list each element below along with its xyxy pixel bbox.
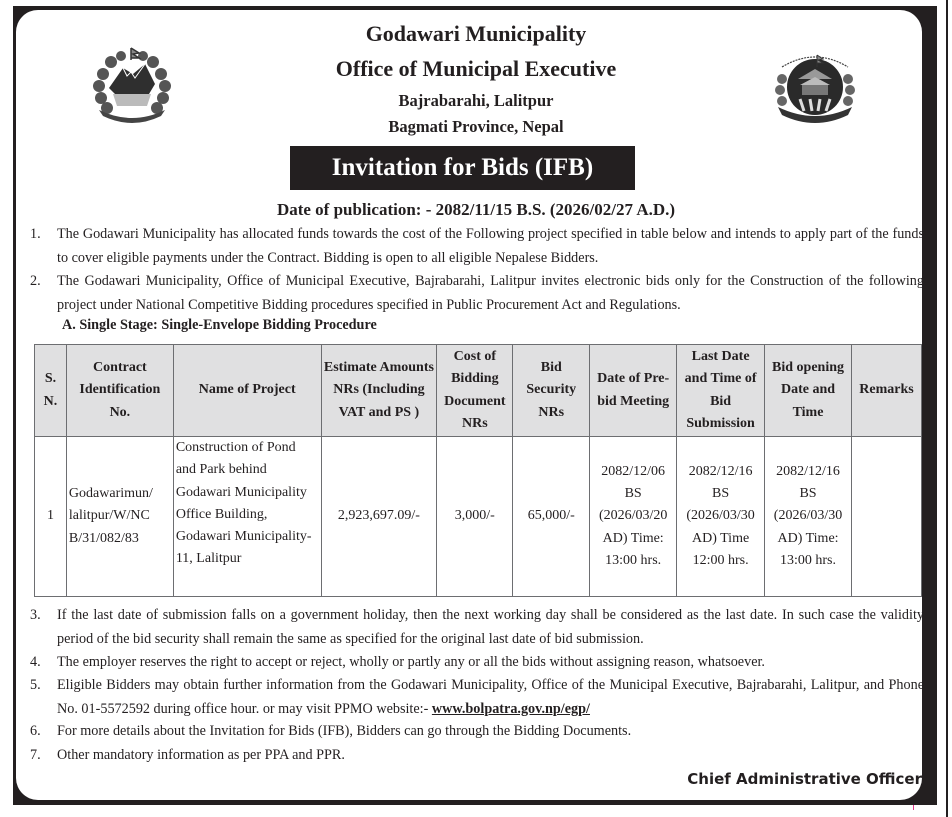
office-address: Bajrabarahi, Lalitpur <box>398 91 554 110</box>
item-number: 4. <box>30 654 41 670</box>
header-opening: Bid opening Date and Time <box>765 345 852 437</box>
cell-contract-id: Godawarimun/ lalitpur/W/NC B/31/082/83 <box>66 437 173 597</box>
signature-title: Chief Administrative Officer <box>687 770 922 788</box>
ifb-title-banner: Invitation for Bids (IFB) <box>290 146 635 190</box>
item-number: 7. <box>30 747 41 763</box>
note-item-4 <box>30 651 924 675</box>
item-text: The Godawari Municipality, Office of Municipal Executive, Bajrabarahi, Lalitpur invites electronic bids only for the Construction of the following project under National Competitive Bidding procedures specified in Public Procurement Act and Regulations. <box>57 273 924 313</box>
item-number: 5. <box>30 677 41 693</box>
cell-opening: 2082/12/16 BS (2026/03/30 AD) Time: 13:00 hrs. <box>765 437 852 597</box>
procedure-heading: A. Single Stage: Single-Envelope Bidding Procedure <box>62 317 377 333</box>
bolpatra-link[interactable]: www.bolpatra.gov.np/egp/ <box>431 700 590 717</box>
item-text: Eligible Bidders may obtain further information from the Godawari Municipality, Office of the Municipal Executive, Bajrabarahi, Lalitpur, and Phone No. 01-5572592 during office hour. or may visit PPMO website:- <box>57 677 924 717</box>
item-number: 6. <box>30 723 41 739</box>
item-text-wrap <box>57 674 924 721</box>
office-name: Office of Municipal Executive <box>335 56 617 81</box>
cell-estimate: 2,923,697.09/- <box>321 437 437 597</box>
header-sn: S. N. <box>35 345 67 437</box>
org-name: Godawari Municipality <box>365 21 587 46</box>
item-text: The Godawari Municipality has allocated funds towards the cost of the Following project specified in table below and intends to apply part of the funds to cover eligible payments under the Contract. Bidding is open to all eligible Nepalese Bidders. <box>57 226 924 266</box>
item-text: Other mandatory information as per PPA and PPR. <box>57 747 345 763</box>
cell-sn: 1 <box>35 437 67 597</box>
item-text: The employer reserves the right to accept or reject, wholly or partly any or all the bids without assigning reason, whatsoever. <box>57 654 765 670</box>
note-item-7 <box>30 744 924 768</box>
intro-item-1 <box>30 223 924 270</box>
header-bid-security: Bid Security NRs <box>513 345 590 437</box>
intro-item-2 <box>30 270 924 317</box>
cell-prebid: 2082/12/06 BS (2026/03/20 AD) Time: 13:00 hrs. <box>590 437 677 597</box>
header-contract-id: Contract Identification No. <box>66 345 173 437</box>
crop-mark <box>913 805 914 810</box>
header-doc-cost: Cost of Bidding Document NRs <box>437 345 513 437</box>
cell-last-submission: 2082/12/16 BS (2026/03/30 AD) Time 12:00 hrs. <box>677 437 765 597</box>
cell-project-name: Construction of Pond and Park behind Godawari Municipality Office Building, Godawari Municipality-11, Lalitpur <box>173 437 321 597</box>
item-number: 2. <box>30 273 41 289</box>
item-number: 1. <box>30 226 41 242</box>
cell-remarks <box>851 437 921 597</box>
cell-bid-security: 65,000/- <box>513 437 590 597</box>
header-prebid: Date of Pre-bid Meeting <box>590 345 677 437</box>
item-text: For more details about the Invitation for Bids (IFB), Bidders can go through the Bidding Documents. <box>57 723 632 739</box>
note-item-3 <box>30 604 924 651</box>
publication-date: Date of publication: - 2082/11/15 B.S. (2026/02/27 A.D.) <box>276 200 676 219</box>
header-remarks: Remarks <box>851 345 921 437</box>
item-text: If the last date of submission falls on a government holiday, then the next working day shall be considered as the last date. In such case the validity period of the bid security shall remain the same as specified for the original last date of bid submission. <box>57 607 924 647</box>
table-row <box>35 437 922 597</box>
note-item-5 <box>30 674 924 721</box>
office-province: Bagmati Province, Nepal <box>388 117 564 136</box>
header-project-name: Name of Project <box>173 345 321 437</box>
bids-table <box>34 344 922 597</box>
note-item-6 <box>30 720 924 744</box>
cell-doc-cost: 3,000/- <box>437 437 513 597</box>
item-number: 3. <box>30 607 41 623</box>
header-last-submission: Last Date and Time of Bid Submission <box>677 345 765 437</box>
header-estimate: Estimate Amounts NRs (Including VAT and PS ) <box>321 345 437 437</box>
table-header-row <box>35 345 922 437</box>
